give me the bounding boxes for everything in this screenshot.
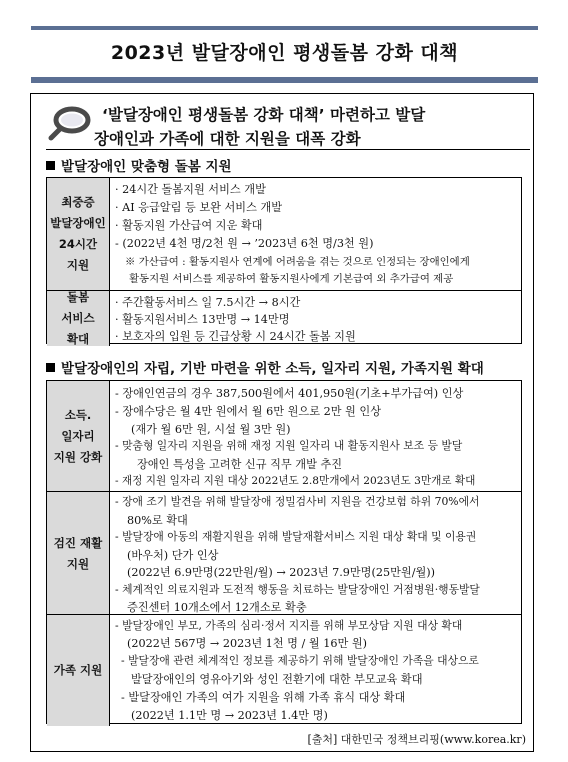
row-line: 활동지원 서비스를 제공하여 활동지원사에게 기본급여 외 추가급여 제공	[129, 273, 454, 285]
source-citation: [출처] 대한민국 정책브리핑(www.korea.kr)	[307, 733, 526, 746]
row-label: 돌봄 서비스 확대	[47, 291, 110, 346]
headline-line-1: ‘발달장애인 평생돌봄 강화 대책’ 마련하고 발달	[102, 106, 426, 124]
row-label: 검진 재활 지원	[47, 492, 110, 615]
row-line: ※ 가산급여 : 활동지원사 연계에 어려움을 겪는 것으로 인정되는 장애인에게	[125, 256, 470, 268]
row-line: · 활동지원 가산급여 지운 확대	[115, 219, 263, 232]
row-line: · 24시간 돌봄지원 서비스 개발	[115, 183, 266, 196]
row-line: 증진센터 10개소에서 12개소로 확충	[127, 601, 307, 614]
title-top-bar	[31, 26, 538, 30]
table-row	[47, 381, 521, 491]
table-row	[47, 178, 521, 290]
row-line: - 맞춤형 일자리 지원을 위해 재정 지원 일자리 내 활동지원사 보조 등 발달	[115, 439, 463, 452]
table-row	[47, 614, 521, 726]
row-line: (바우처) 단가 인상	[127, 549, 219, 562]
row-line: - 발달장애인 가족의 여가 지원을 위해 가족 휴식 대상 확대	[121, 691, 406, 704]
row-line: 장애인 특성을 고려한 신규 직무 개발 추진	[137, 458, 343, 471]
row-line: 발달장애인의 영유아기와 성인 전환기에 대한 부모교육 확대	[131, 673, 423, 686]
row-line: - 재정 지원 일자리 지원 대상 2022년도 2.8만개에서 2023년도 3만개로 확대	[115, 475, 476, 487]
row-line: - 장애 조기 발견을 위해 발달장애 정밀검사비 지원을 건강보험 하위 70%에서	[115, 495, 480, 508]
row-line: - 장애수당은 월 4만 원에서 월 6만 원으로 2만 원 인상	[115, 405, 382, 418]
row-label: 가족 지원	[47, 615, 110, 726]
row-line: · 활동지원서비스 13만명 → 14만명	[115, 313, 290, 326]
row-line: · 주간활동서비스 일 7.5시간 → 8시간	[115, 296, 301, 309]
magnifier-icon	[48, 105, 92, 147]
page-title: 2023년 발달장애인 평생돌봄 강화 대책	[110, 42, 459, 64]
row-line: (2022년 1.1만 명 → 2023년 1.4만 명)	[131, 709, 328, 722]
row-line: - 체계적인 의료지원과 도전적 행동을 치료하는 발달장애인 거점병원·행동발달	[115, 583, 480, 596]
row-line: - (2022년 4천 명/2천 원 → ’2023년 6천 명/3천 원)	[115, 237, 374, 250]
row-line: · 보호자의 입원 등 긴급상황 시 24시간 돌봄 지원	[115, 330, 356, 343]
section-heading-support: 발달장애인의 자립, 기반 마련을 위한 소득, 일자리 지원, 가족지원 확대	[46, 357, 484, 377]
row-line: (재가 월 6만 원, 시설 월 3만 원)	[131, 423, 291, 436]
row-line: (2022년 567명 → 2023년 1천 명 / 월 16만 원)	[127, 637, 367, 650]
table-row	[47, 491, 521, 615]
support-table	[46, 380, 522, 724]
row-line: 80%로 확대	[127, 514, 188, 527]
row-label: 소득. 일자리 지원 강화	[47, 381, 110, 491]
row-line: · AI 응급알림 등 보완 서비스 개발	[115, 201, 283, 214]
table-row	[47, 290, 521, 346]
row-line: - 발달장애인 부모, 가족의 심리·정서 지지를 위해 부모상담 지원 대상 확대	[115, 619, 463, 632]
care-table	[46, 177, 522, 344]
row-line: (2022년 6.9만명(22만원/월) → 2023년 7.9만명(25만원/월))	[127, 566, 436, 579]
row-line: - 발달장애 아동의 재활지원을 위해 발달재활서비스 지원 대상 확대 및 이용권	[115, 530, 477, 543]
row-line: - 발달장애 관련 체계적인 정보를 제공하기 위해 발달장애인 가족을 대상으로	[121, 654, 479, 667]
title-bottom-bar	[31, 77, 538, 83]
row-label: 최중증 발달장애인 24시간 지원	[47, 178, 110, 290]
headline-line-2: 장애인과 가족에 대한 지원을 대폭 강화	[94, 130, 361, 148]
headline	[46, 101, 530, 150]
section-heading-care: 발달장애인 맞춤형 돌봄 지원	[46, 155, 232, 175]
row-line: - 장애인연금의 경우 387,500원에서 401,950원(기초+부가급여) 인상	[115, 387, 464, 400]
